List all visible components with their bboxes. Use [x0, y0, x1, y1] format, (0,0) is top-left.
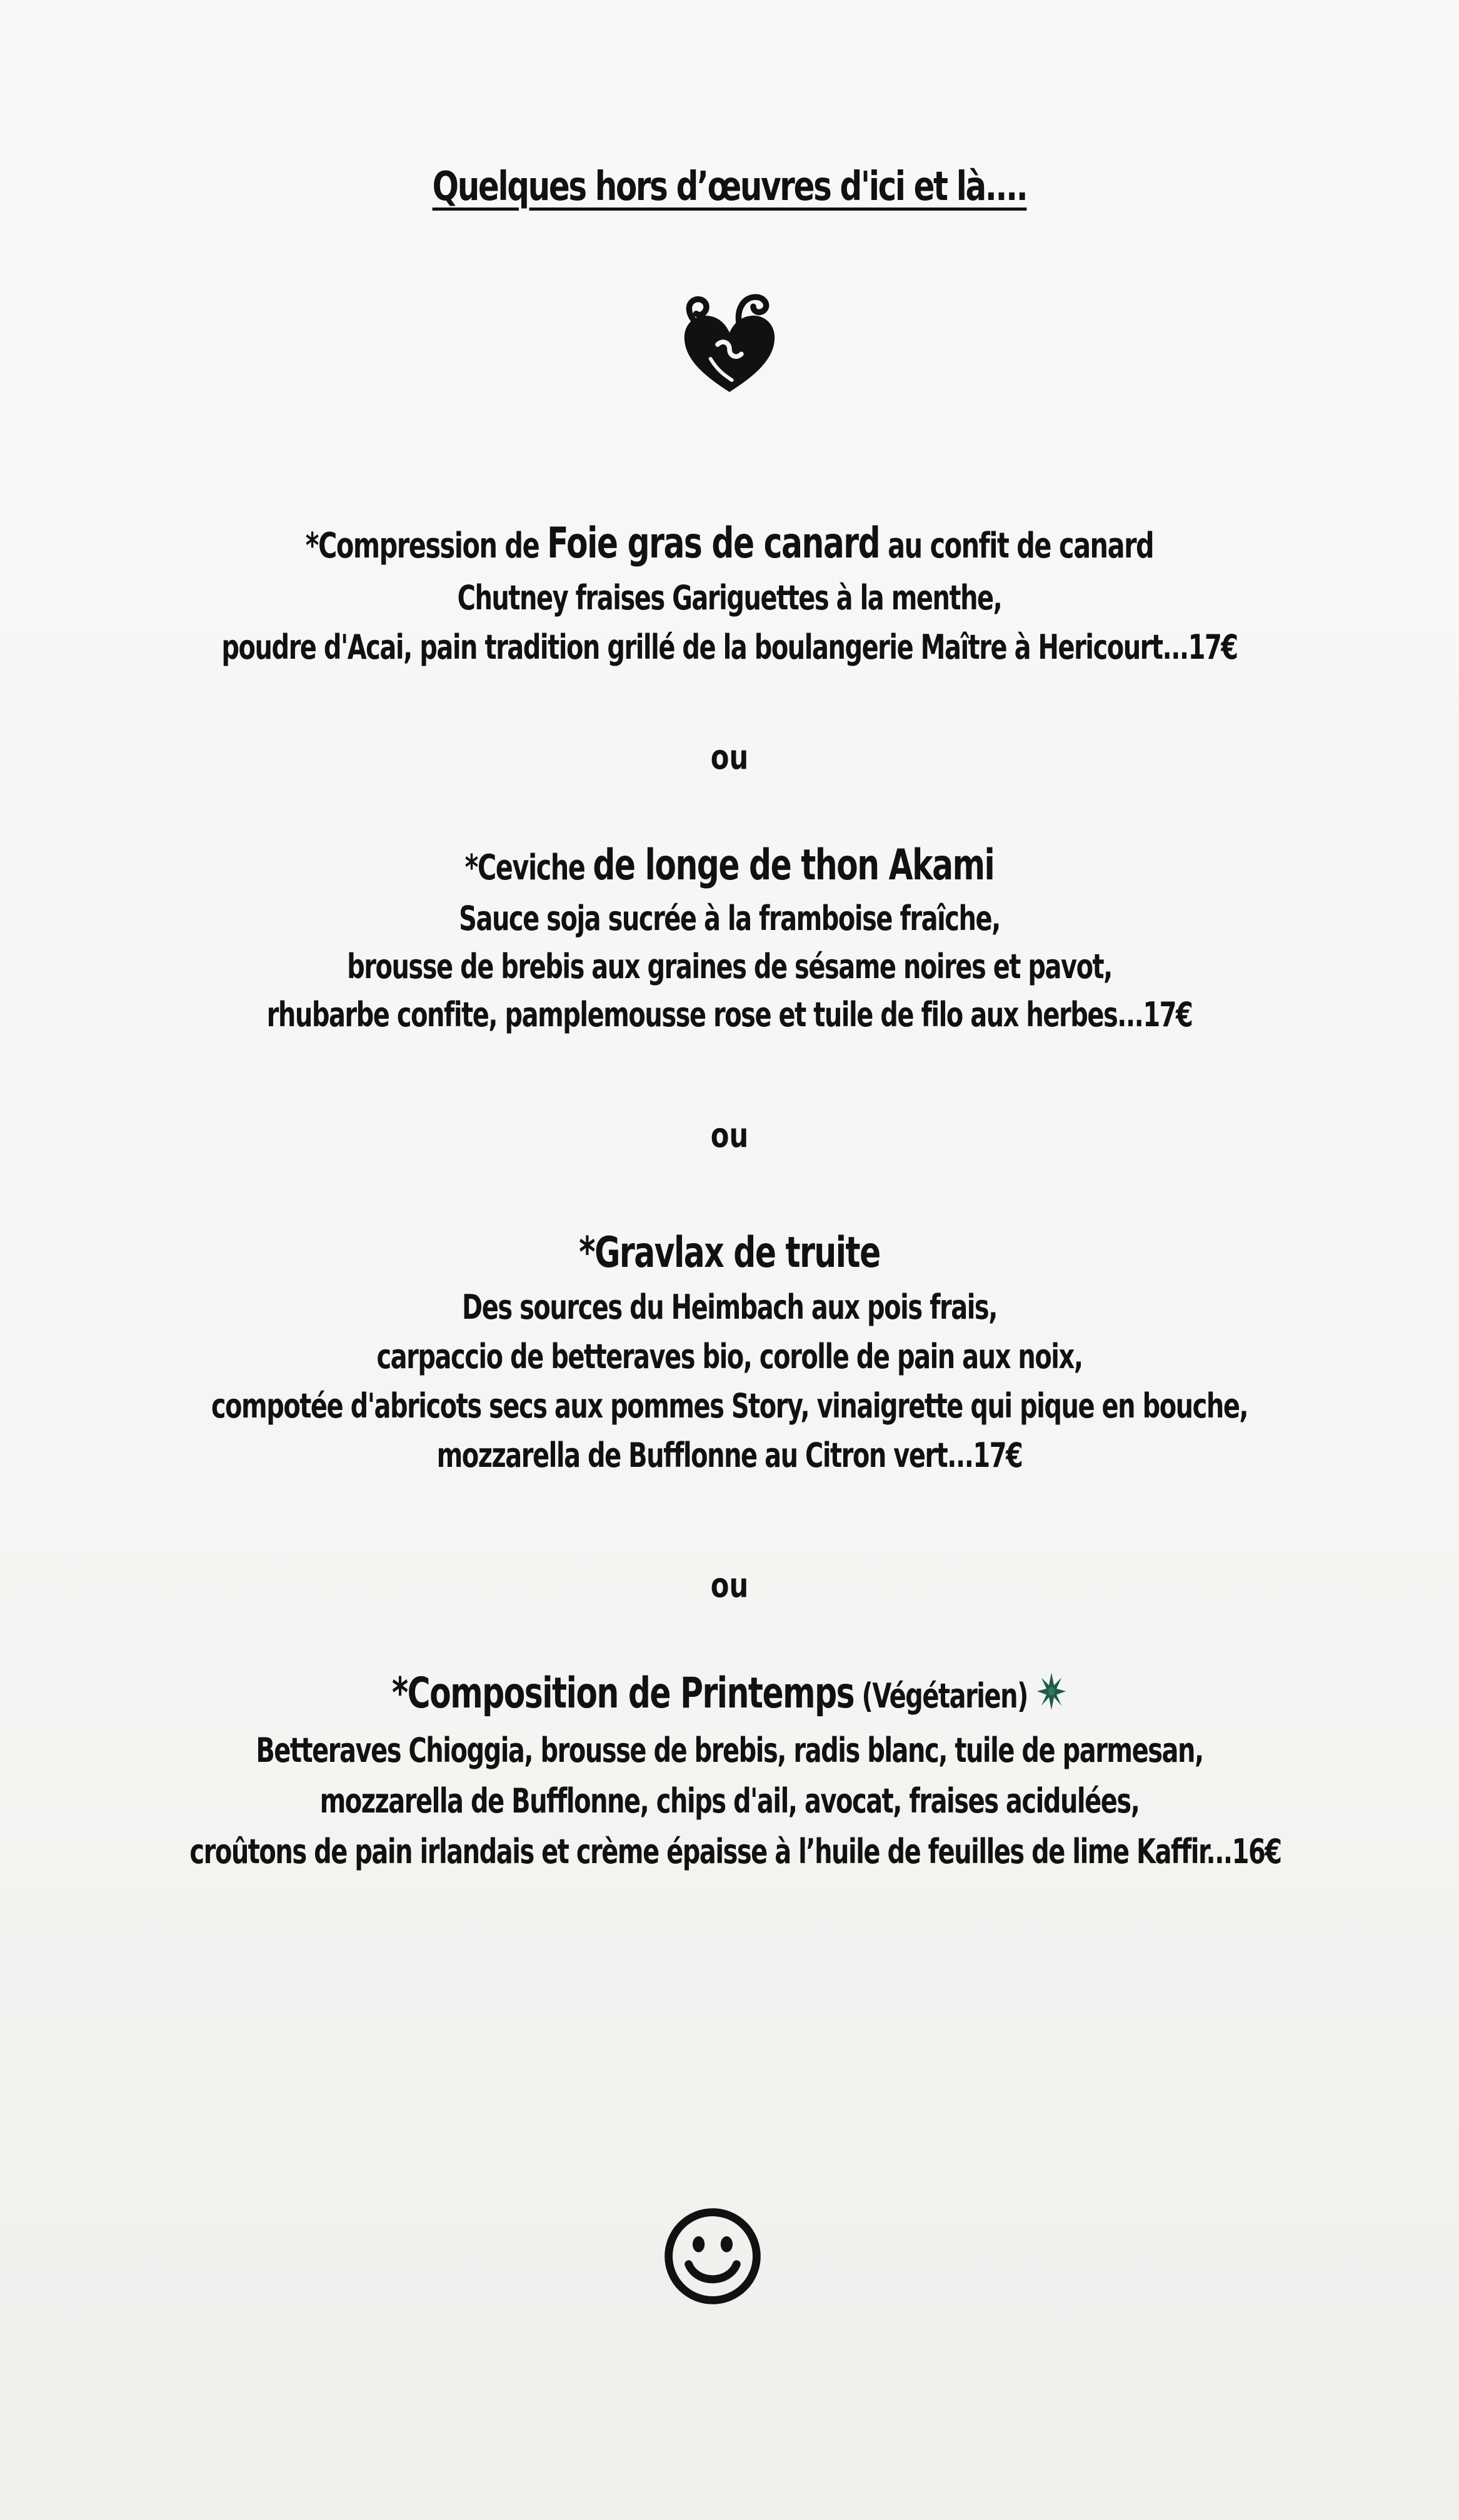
menu-item-gravlax: [0, 1228, 1459, 1475]
item-description-line: croûtons de pain irlandais et crème épaisse à l’huile de feuilles de lime Kaffir...16€: [189, 1832, 1281, 1871]
separator-ou: ou: [710, 1566, 749, 1605]
item-description-line: Chutney fraises Gariguettes à la menthe,: [457, 578, 1002, 618]
item-prefix: *Ceviche: [464, 848, 593, 888]
item-heading: [189, 1228, 1269, 1278]
item-name: *Composition de Printemps: [391, 1669, 855, 1718]
menu-item-composition-printemps: [0, 1669, 1459, 1871]
item-heading: [189, 841, 1269, 890]
green-leaf-icon: [1036, 1670, 1067, 1712]
item-description-line: rhubarbe confite, pamplemousse rose et tuile de filo aux herbes...17€: [266, 995, 1193, 1034]
item-prefix: *Compression de: [305, 526, 548, 566]
item-suffix: (Végétarien): [854, 1676, 1028, 1716]
item-description-line: poudre d'Acai, pain tradition grillé de la boulangerie Maître à Hericourt...17€: [221, 628, 1238, 667]
item-description-line: mozzarella de Bufflonne, chips d'ail, avocat, fraises acidulées,: [319, 1781, 1140, 1821]
separator-ou: ou: [710, 1116, 749, 1155]
item-description-line: mozzarella de Bufflonne au Citron vert...17€: [436, 1436, 1023, 1475]
page-title: Quelques hors d’œuvres d'ici et là....: [432, 164, 1027, 210]
smiley-face-icon: [663, 2206, 763, 2306]
item-description-line: carpaccio de betteraves bio, corolle de pain aux noix,: [376, 1337, 1083, 1376]
item-description-line: compotée d'abricots secs aux pommes Story, vinaigrette qui pique en bouche,: [211, 1386, 1248, 1426]
item-name: Foie gras de canard: [547, 519, 880, 568]
separator-ou: ou: [710, 738, 749, 777]
item-name: *Gravlax de truite: [579, 1228, 880, 1278]
item-description-line: Des sources du Heimbach aux pois frais,: [462, 1288, 997, 1327]
menu-item-ceviche: [0, 841, 1459, 1034]
item-name: de longe de thon Akami: [593, 841, 995, 890]
item-suffix: au confit de canard: [880, 526, 1154, 566]
item-description-line: Betteraves Chioggia, brousse de brebis, radis blanc, tuile de parmesan,: [256, 1731, 1203, 1770]
item-heading: [189, 1669, 1269, 1718]
item-description-line: Sauce soja sucrée à la framboise fraîche,: [459, 899, 1000, 938]
item-description-line: brousse de brebis aux graines de sésame noires et pavot,: [347, 947, 1112, 986]
menu-item-foie-gras: [0, 519, 1459, 667]
ornamental-heart-icon: [670, 288, 789, 406]
item-heading: [189, 519, 1269, 568]
